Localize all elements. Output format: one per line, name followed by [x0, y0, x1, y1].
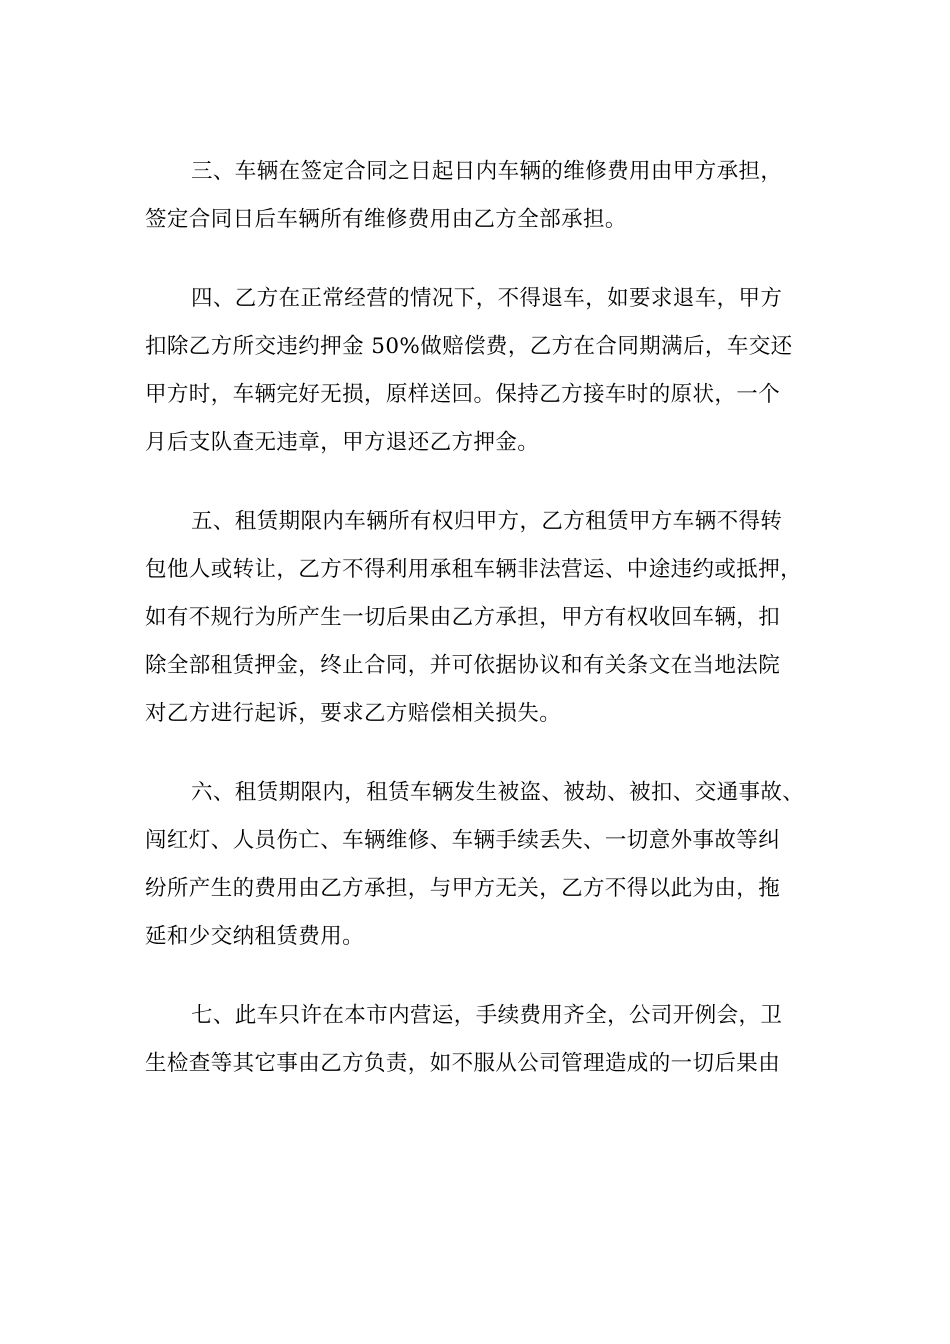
paragraph-line: 如有不规行为所产生一切后果由乙方承担，甲方有权收回车辆，扣 [145, 605, 781, 630]
paragraph-line: 包他人或转让，乙方不得利用承租车辆非法营运、中途违约或抵押， [145, 557, 803, 582]
paragraph-line: 闯红灯、人员伤亡、车辆维修、车辆手续丢失、一切意外事故等纠 [145, 828, 781, 853]
paragraph-line: 甲方时，车辆完好无损，原样送回。保持乙方接车时的原状，一个 [145, 382, 781, 407]
paragraph-line: 七、此车只许在本市内营运，手续费用齐全，公司开例会，卫 [191, 1003, 783, 1028]
document-body [145, 160, 825, 1131]
paragraph-line: 五、租赁期限内车辆所有权归甲方，乙方租赁甲方车辆不得转 [191, 509, 783, 534]
paragraph-line: 月后支队查无违章，甲方退还乙方押金。 [145, 430, 540, 455]
clause-5-paragraph [145, 510, 825, 725]
paragraph-line: 扣除乙方所交违约押金 50%做赔偿费，乙方在合同期满后，车交还 [145, 334, 793, 359]
clause-4-paragraph [145, 287, 825, 454]
paragraph-line: 三、车辆在签定合同之日起日内车辆的维修费用由甲方承担， [191, 159, 783, 184]
paragraph-line: 延和少交纳租赁费用。 [145, 924, 365, 949]
clause-7-paragraph [145, 1004, 825, 1075]
clause-6-paragraph [145, 781, 825, 948]
paragraph-line: 四、乙方在正常经营的情况下，不得退车，如要求退车，甲方 [191, 286, 783, 311]
paragraph-line: 对乙方进行起诉，要求乙方赔偿相关损失。 [145, 701, 562, 726]
paragraph-line: 签定合同日后车辆所有维修费用由乙方全部承担。 [145, 207, 627, 232]
paragraph-line: 除全部租赁押金，终止合同，并可依据协议和有关条文在当地法院 [145, 653, 781, 678]
clause-3-paragraph [145, 160, 825, 231]
paragraph-line: 六、租赁期限内，租赁车辆发生被盗、被劫、被扣、交通事故、 [191, 780, 805, 805]
paragraph-line: 纷所产生的费用由乙方承担，与甲方无关，乙方不得以此为由，拖 [145, 876, 781, 901]
paragraph-line: 生检查等其它事由乙方负责，如不服从公司管理造成的一切后果由 [145, 1051, 781, 1076]
